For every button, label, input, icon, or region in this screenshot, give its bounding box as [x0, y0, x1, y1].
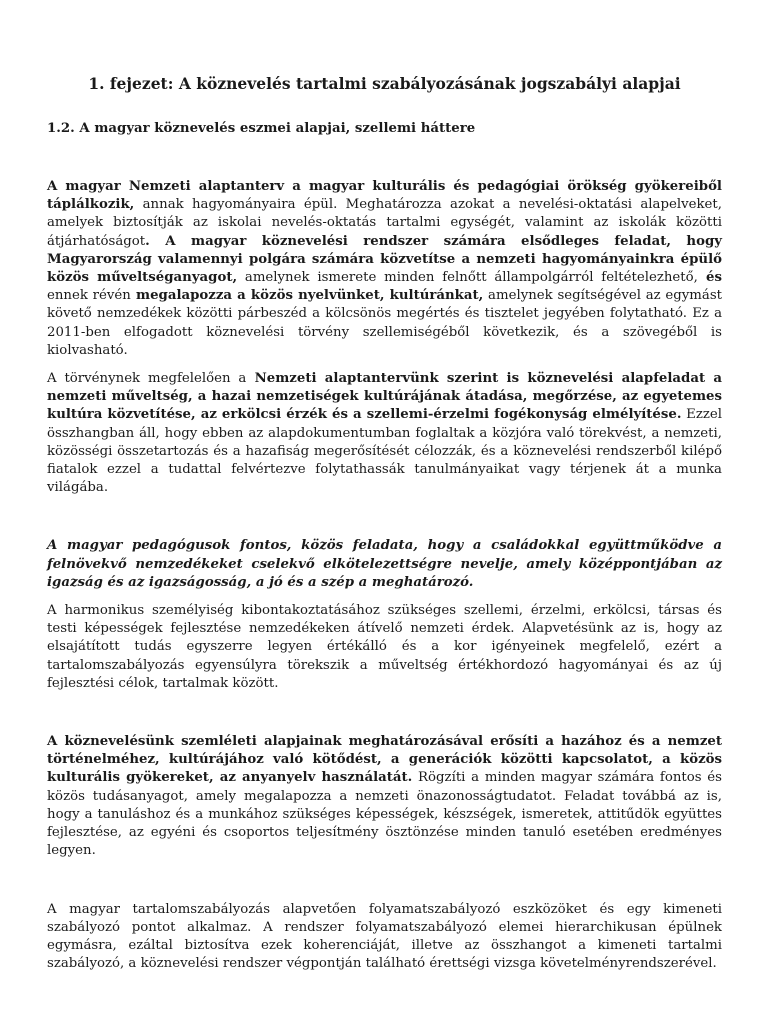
paragraph-1 [47, 178, 722, 360]
paragraph-1-text-2: amelynek ismerete minden felnőtt állampolgárról feltételezhető, [237, 270, 698, 286]
paragraph-2-text-2: Ezzel összhangban áll, hogy ebben az alapdokumentumban foglaltak a közjóra való törekvést, a nemzeti, közösségi összetartozás és a hazafiság megerősítését célozzák, és a köznevelési rendszerből kilépő fiatalok ezzel a tudattal felvértezve folytathassák tanulmányaikat vagy térjenek át a munka világába. [47, 407, 722, 496]
paragraph-3: A magyar pedagógusok fontos, közös feladata, hogy a családokkal együttműködve a felnövekvő nemzedékeket cselekvő elkötelezettségre nevelje, amely középpontjában az igazság és az igazságosság, a jó és a szép a meghatározó. [47, 538, 722, 590]
paragraph-5 [47, 733, 722, 860]
paragraph-1-bold-2: . A magyar köznevelési rendszer számára elsődleges feladat, hogy Magyarország valamennyi polgára számára közvetítse a nemzeti hagyományainkra épülő közös műveltséganyagot, [47, 233, 722, 286]
section-title: 1.2. A magyar köznevelés eszmei alapjai, szellemi háttere [47, 121, 476, 136]
paragraph-1-bold-4: megalapozza a közös nyelvünket, kultúránkat, [130, 288, 484, 304]
paragraph-1-bold-3: és [697, 270, 723, 286]
paragraph-5-text-1: Rögzíti a minden magyar számára fontos és közös tudásanyagot, amely megalapozza a nemzeti önazonosságtudatot. Feladat továbbá az is, hogy a tanuláshoz és a munkához szükséges képességek, készségek, ismeretek, attitűdök együttes fejlesztése, az egyéni és csoportos teljesítmény ösztönzése minden tanuló esetében eredményes legyen. [47, 770, 723, 859]
paragraph-1-text-3: ennek révén [47, 288, 131, 304]
paragraph-6: A magyar tartalomszabályozás alapvetően folyamatszabályozó eszközöket és egy kimeneti szabályozó pontot alkalmaz. A rendszer folyamatszabályozó elemei hierarchikusan épülnek egymásra, ezáltal biztosítva ezek koherenciáját, illetve az összhangot a kimeneti tartalmi szabályozó, a köznevelési rendszer végpontján található érettségi vizsga követelményrendszerével. [47, 901, 722, 972]
paragraph-1-text-1: annak hagyományaira épül. Meghatározza azokat a nevelési-oktatási alapelveket, amelyek biztosítják az iskolai nevelés-oktatás tartalmi egységét, valamint az iskolák közötti átjárhatóságot [47, 197, 722, 249]
paragraph-1-text-4: amelynek segítségével az egymást követő nemzedékek közötti párbeszéd a kölcsönös megértés és tisztelet jegyében folytatható. Ez a 2011-ben elfogadott köznevelési törvény szellemiségéből következik, és a szövegéből is kiolvasható. [47, 288, 722, 358]
paragraph-5-bold-1: A köznevelésünk szemléleti alapjainak meghatározásával erősíti a hazához és a nemzet történelméhez, kultúrájához való kötődést, a generációk közötti kapcsolatot, a közös kulturális gyökereket, az anyanyelv használatát. [47, 734, 722, 786]
paragraph-2-bold-1: Nemzeti alaptantervünk szerint is köznevelési alapfeladat a nemzeti műveltség, a hazai nemzetiségek kultúrájának átadása, megőrzése, az egyetemes kultúra közvetítése, az erkölcsi érzék és a szellemi-érzelmi fogékonyság elmélyítése. [47, 371, 722, 423]
paragraph-2-text-1: A törvénynek megfelelően a [47, 371, 247, 387]
paragraph-2 [47, 370, 722, 497]
chapter-title: 1. fejezet: A köznevelés tartalmi szabályozásának jogszabályi alapjai [88, 74, 681, 93]
paragraph-4: A harmonikus személyiség kibontakoztatásához szükséges szellemi, érzelmi, erkölcsi, társas és testi képességek fejlesztése nemzedékeken átívelő nemzeti érdek. Alapvetésünk az is, hogy az elsajátított tudás egyszerre legyen értékálló és a kor igényeinek megfelelő, ezért a tartalomszabályozás egyensúlyra törekszik a műveltség értékhordozó hagyományai és az új fejlesztési célok, tartalmak között. [47, 603, 722, 691]
paragraph-1-bold-1: A magyar Nemzeti alaptanterv a magyar kulturális és pedagógiai örökség gyökereiből táplálkozik, [47, 179, 722, 213]
